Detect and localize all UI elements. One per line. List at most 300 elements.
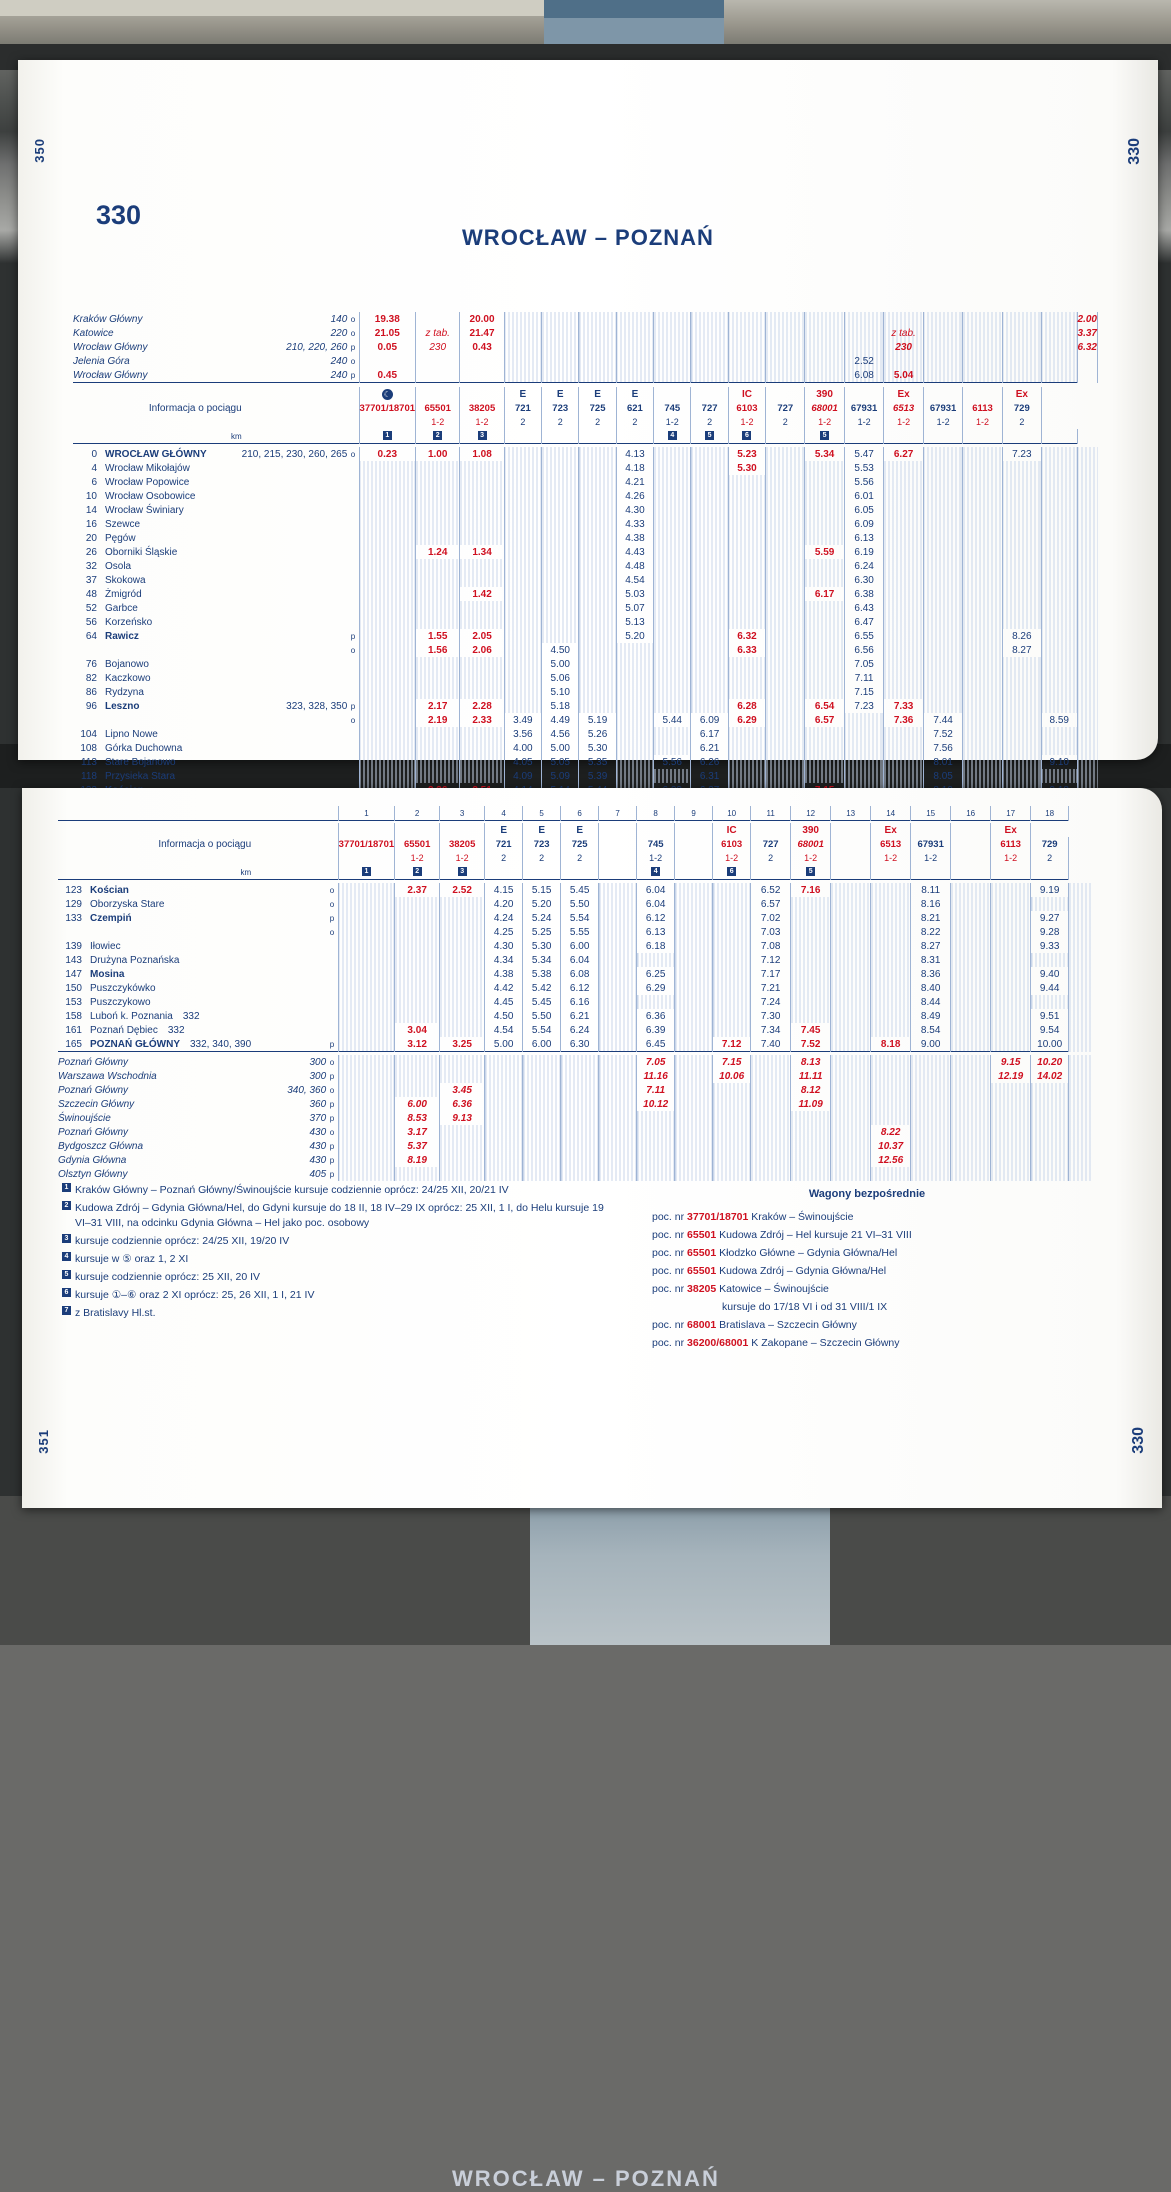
departure-time [616, 643, 653, 657]
departure-time: 5.20 [616, 629, 653, 643]
departure-time [728, 671, 765, 685]
column-number: 16 [951, 806, 991, 821]
km-value: 147 [65, 968, 82, 980]
departure-time [963, 601, 1002, 615]
connection-time: 5.37 [395, 1139, 440, 1153]
grid-cell [654, 312, 691, 326]
departure-time: 3.49 [504, 713, 541, 727]
departure-time: 5.24 [523, 911, 561, 925]
station-row [73, 559, 1098, 573]
connection-time: 7.11 [637, 1083, 675, 1097]
departure-time [579, 447, 616, 461]
departure-time [654, 545, 691, 559]
departure-time [416, 615, 460, 629]
grid-cell [1098, 326, 1099, 340]
departure-time [542, 587, 579, 601]
footnotes [62, 1183, 622, 1324]
footnote-marker: 5 [691, 429, 728, 444]
departure-time [579, 657, 616, 671]
departure-time [359, 531, 415, 545]
grid-cell [1002, 312, 1041, 326]
departure-time: 9.00 [911, 1037, 951, 1052]
grid-cell [691, 368, 728, 383]
departure-time: 4.45 [485, 995, 523, 1009]
connection-time: 10.06 [713, 1069, 751, 1083]
connection-time [951, 1111, 991, 1125]
departure-time [691, 447, 728, 461]
grid-cell [963, 312, 1002, 326]
train-class: 1-2 [991, 851, 1031, 865]
departure-time: 7.52 [923, 727, 963, 741]
departure-time [579, 671, 616, 685]
connection-time [911, 1055, 951, 1069]
station-tables [242, 503, 348, 517]
station-op [347, 657, 359, 671]
connection-time [338, 1125, 394, 1139]
departure-time: 6.16 [561, 995, 599, 1009]
connection-row [73, 326, 1098, 340]
departure-time: 3.25 [440, 1037, 485, 1052]
station-row [73, 503, 1098, 517]
connection-time: 0.05 [359, 340, 415, 354]
departure-time [991, 883, 1031, 897]
train-class [359, 415, 415, 429]
km-value: 161 [65, 1024, 82, 1036]
train-number: 68001 [805, 401, 845, 415]
departure-time [359, 657, 415, 671]
departure-time [766, 545, 805, 559]
column-number: 12 [791, 806, 831, 821]
footnote-marker: 6 [728, 429, 765, 444]
train-category: Ex [871, 823, 911, 837]
station-op [326, 953, 338, 967]
connection-time [991, 1083, 1031, 1097]
departure-time: 7.56 [923, 741, 963, 755]
departure-time [504, 657, 541, 671]
departure-time [728, 531, 765, 545]
departure-time [359, 489, 415, 503]
departure-time: 7.05 [844, 657, 884, 671]
departure-time: 7.03 [751, 925, 791, 939]
departure-time [871, 883, 911, 897]
station-name: 82 Kaczkowo [73, 671, 242, 685]
departure-time [504, 601, 541, 615]
departure-time [951, 911, 991, 925]
departure-time: 6.57 [751, 897, 791, 911]
departure-time: 2.05 [460, 629, 504, 643]
grid-cell [504, 312, 541, 326]
connection-time: 3.45 [440, 1083, 485, 1097]
departure-time [637, 995, 675, 1009]
departure-time [675, 995, 713, 1009]
connection-time [871, 1097, 911, 1111]
station-name: 139 Iłowiec [58, 939, 251, 953]
departure-time [460, 741, 504, 755]
departure-time [691, 685, 728, 699]
departure-time [579, 503, 616, 517]
train-category: Ex [991, 823, 1031, 837]
departure-time [871, 897, 911, 911]
through-coach-route: K Zakopane – Szczecin Główny [751, 1337, 900, 1349]
grid-cell [579, 354, 616, 368]
train-category: 390 [791, 823, 831, 837]
footnote-marker [485, 865, 523, 880]
connection-time [911, 1153, 951, 1167]
grid-cell [728, 326, 765, 340]
departure-time: 6.09 [691, 713, 728, 727]
departure-time: 8.21 [911, 911, 951, 925]
footnote-marker: 5 [791, 865, 831, 880]
departure-time: 2.06 [460, 643, 504, 657]
departure-time [616, 713, 653, 727]
grid-cell [616, 340, 653, 354]
departure-time [766, 629, 805, 643]
connection-time [831, 1153, 871, 1167]
station-tables [242, 727, 348, 741]
departure-time [728, 587, 765, 601]
connection-table: 210, 220, 260 [286, 341, 348, 353]
departure-time: 6.08 [561, 967, 599, 981]
departure-time [844, 713, 884, 727]
departure-time: 4.42 [485, 981, 523, 995]
departure-time [599, 953, 637, 967]
station-row [58, 897, 1093, 911]
departure-time [728, 755, 765, 769]
departure-time [884, 755, 923, 769]
departure-time [359, 587, 415, 601]
departure-time [871, 995, 911, 1009]
departure-time [654, 489, 691, 503]
departure-time [504, 629, 541, 643]
departure-time: 8.27 [1002, 643, 1041, 657]
departure-time [359, 615, 415, 629]
train-number: 727 [751, 837, 791, 851]
train-number: 38205 [460, 401, 504, 415]
station-row [73, 587, 1098, 601]
departure-time [579, 615, 616, 629]
train-class: 2 [1031, 851, 1069, 865]
departure-time: 6.45 [637, 1037, 675, 1052]
departure-time [1041, 447, 1077, 461]
station-row [73, 671, 1098, 685]
departure-time [579, 601, 616, 615]
departure-time [1002, 615, 1041, 629]
through-coach-label: poc. nr [652, 1211, 688, 1223]
departure-time [923, 503, 963, 517]
departure-time [542, 475, 579, 489]
departure-time: 6.56 [844, 643, 884, 657]
through-coach-item [652, 1210, 1082, 1225]
connection-time [561, 1153, 599, 1167]
departure-time [460, 671, 504, 685]
departure-time [766, 741, 805, 755]
departure-time [951, 897, 991, 911]
column-number: 4 [485, 806, 523, 821]
station-row [58, 883, 1093, 897]
connection-time [395, 1055, 440, 1069]
through-coach-item [652, 1318, 1082, 1333]
through-coach-number: 68001 [687, 1319, 717, 1331]
connection-time [831, 1083, 871, 1097]
connection-time [871, 1055, 911, 1069]
train-number: 6113 [991, 837, 1031, 851]
train-class: 1-2 [637, 851, 675, 865]
connection-time [871, 1083, 911, 1097]
departure-time [675, 981, 713, 995]
departure-time [691, 671, 728, 685]
station-tables [242, 769, 348, 783]
departure-time [951, 981, 991, 995]
train-number: 37701/18701 [338, 838, 395, 850]
departure-time [844, 769, 884, 783]
footnote-item [62, 1270, 622, 1285]
connection-station: Warszawa Wschodnia [58, 1070, 157, 1082]
station-name: 129 Oborzyska Stare [58, 897, 251, 911]
footnote-marker [523, 865, 561, 880]
departure-time: 4.30 [616, 503, 653, 517]
connection-time [713, 1111, 751, 1125]
departure-time [616, 755, 653, 769]
departure-time [963, 755, 1002, 769]
departure-time [579, 461, 616, 475]
departure-time [504, 671, 541, 685]
connection-time: 12.19 [991, 1069, 1031, 1083]
station-op [347, 601, 359, 615]
station-name: 108 Górka Duchowna [73, 741, 242, 755]
through-coach-route: Bratislava – Szczecin Główny [719, 1319, 857, 1331]
departure-time [805, 769, 845, 783]
page-number-left: 350 [32, 138, 47, 163]
train-category: E [504, 387, 541, 401]
station-op [347, 727, 359, 741]
grid-cell [691, 340, 728, 354]
connection-time [395, 1083, 440, 1097]
departure-time [691, 517, 728, 531]
departure-time: 5.18 [542, 699, 579, 713]
departure-time: 7.12 [751, 953, 791, 967]
connection-time [911, 1139, 951, 1153]
departure-time [359, 741, 415, 755]
station-tables [242, 601, 348, 615]
footnote-marker [844, 429, 884, 444]
departure-time: 7.23 [1002, 447, 1041, 461]
train-class: 1-2 [911, 851, 951, 865]
departure-time: 5.59 [805, 545, 845, 559]
station-name [73, 713, 242, 727]
connection-time [561, 1125, 599, 1139]
station-row [73, 601, 1098, 615]
connection-time-right [1077, 368, 1097, 383]
departure-time [923, 601, 963, 615]
departure-time [1031, 995, 1069, 1009]
station-row [58, 939, 1093, 953]
station-name: 10 Wrocław Osobowice [73, 489, 242, 503]
footnote-marker [751, 865, 791, 880]
departure-time [416, 755, 460, 769]
page-title: WROCŁAW – POZNAŃ [462, 225, 714, 250]
station-name: 64 Rawicz [73, 629, 242, 643]
departure-time: 4.24 [485, 911, 523, 925]
footnote-marker: 1 [359, 429, 415, 444]
departure-time: 5.54 [523, 1023, 561, 1037]
column-number: 11 [751, 806, 791, 821]
km-value: 14 [85, 504, 97, 516]
departure-time: 9.33 [1031, 939, 1069, 953]
departure-time [728, 741, 765, 755]
train-number: 723 [523, 837, 561, 851]
night-train-icon: ☾ [383, 389, 391, 399]
connection-time [599, 1139, 637, 1153]
footnote-marker [991, 865, 1031, 880]
connection-time: 10.37 [871, 1139, 911, 1153]
connection-time [675, 1083, 713, 1097]
departure-time [460, 769, 504, 783]
connection-station: Poznań Główny [58, 1126, 129, 1138]
departure-time [542, 629, 579, 643]
departure-time: 5.54 [561, 911, 599, 925]
table-number-top-right: 330 [1126, 138, 1143, 165]
departure-time: 4.38 [485, 967, 523, 981]
departure-time [766, 447, 805, 461]
train-category: 390 [805, 387, 845, 401]
train-class: 1-2 [440, 851, 485, 865]
grid-cell [923, 312, 963, 326]
departure-time: 6.13 [844, 531, 884, 545]
departure-time [1002, 475, 1041, 489]
grid-cell [766, 340, 805, 354]
station-name: 4 Wrocław Mikołajów [73, 461, 242, 475]
connection-time [599, 1111, 637, 1125]
departure-time [1041, 503, 1077, 517]
grid-cell [542, 326, 579, 340]
departure-time: 6.54 [805, 699, 845, 713]
train-class: 1-2 [871, 851, 911, 865]
connection-time: 7.15 [713, 1055, 751, 1069]
grid-cell [542, 354, 579, 368]
departure-time: 5.39 [579, 769, 616, 783]
timetable-top [73, 312, 1098, 814]
column-number: 6 [561, 806, 599, 821]
connection-time: 21.47 [460, 326, 504, 340]
departure-time [542, 559, 579, 573]
train-category: IC [728, 387, 765, 401]
connection-time [440, 1153, 485, 1167]
through-coach-item [652, 1246, 1082, 1261]
departure-time: 8.22 [911, 925, 951, 939]
station-op [326, 1023, 338, 1037]
station-tables [242, 461, 348, 475]
departure-time [338, 1009, 394, 1023]
station-name: 165 POZNAŃ GŁÓWNY 332, 340, 390 [58, 1037, 251, 1052]
train-number [831, 837, 871, 851]
departure-time [991, 1023, 1031, 1037]
departure-time [460, 489, 504, 503]
departure-time [416, 573, 460, 587]
departure-time [951, 995, 991, 1009]
departure-time [542, 503, 579, 517]
column-number: 3 [440, 806, 485, 821]
connection-time [675, 1069, 713, 1083]
station-op: o [329, 885, 335, 895]
grid-cell [616, 326, 653, 340]
grid-cell [884, 312, 923, 326]
station-op: o [350, 449, 356, 459]
departure-time [923, 475, 963, 489]
departure-time: 4.54 [485, 1023, 523, 1037]
connection-row [58, 1097, 1093, 1111]
station-tables: 332 [167, 1024, 185, 1036]
station-row [73, 531, 1098, 545]
train-class: 2 [504, 415, 541, 429]
departure-time: 8.05 [923, 769, 963, 783]
connection-time [599, 1153, 637, 1167]
departure-time [871, 953, 911, 967]
departure-time: 4.34 [485, 953, 523, 967]
departure-time [963, 643, 1002, 657]
footnote-marker [884, 429, 923, 444]
through-coach-item [652, 1264, 1082, 1279]
connection-time: 8.53 [395, 1111, 440, 1125]
departure-time [791, 939, 831, 953]
train-class: 1-2 [416, 415, 460, 429]
departure-time [963, 573, 1002, 587]
connection-time [991, 1153, 1031, 1167]
departure-time [728, 489, 765, 503]
departure-time: 6.00 [561, 939, 599, 953]
departure-time [654, 727, 691, 741]
station-name: 143 Drużyna Poznańska [58, 953, 251, 967]
station-op: o [329, 899, 335, 909]
departure-time [963, 503, 1002, 517]
connection-op: p [350, 342, 356, 352]
station-op [347, 461, 359, 475]
departure-time [416, 517, 460, 531]
departure-time [359, 559, 415, 573]
station-name: 153 Puszczykowo [58, 995, 251, 1009]
departure-time [766, 671, 805, 685]
departure-time: 6.25 [637, 967, 675, 981]
departure-time [691, 531, 728, 545]
km-value: 76 [85, 658, 97, 670]
km-value: 26 [85, 546, 97, 558]
departure-time: 6.21 [561, 1009, 599, 1023]
grid-cell [1041, 354, 1077, 368]
connection-time [338, 1111, 394, 1125]
departure-time: 5.00 [485, 1037, 523, 1052]
connection-time [523, 1069, 561, 1083]
connection-time-right: 3.37 [1077, 327, 1097, 339]
departure-time [691, 559, 728, 573]
departure-time: 9.19 [1031, 883, 1069, 897]
departure-time [831, 925, 871, 939]
departure-time [460, 559, 504, 573]
departure-time [616, 685, 653, 699]
footnote-number: 1 [62, 1183, 71, 1192]
column-number: 9 [675, 806, 713, 821]
departure-time [1041, 601, 1077, 615]
departure-time [805, 461, 845, 475]
connection-table: 430 [309, 1126, 327, 1138]
departure-time [805, 615, 845, 629]
station-op [347, 545, 359, 559]
train-class: 1-2 [844, 415, 884, 429]
departure-time [923, 685, 963, 699]
departure-time: 5.26 [579, 727, 616, 741]
departure-time [884, 769, 923, 783]
connection-op: o [350, 314, 356, 324]
departure-time [691, 601, 728, 615]
connection-time [871, 1167, 911, 1181]
